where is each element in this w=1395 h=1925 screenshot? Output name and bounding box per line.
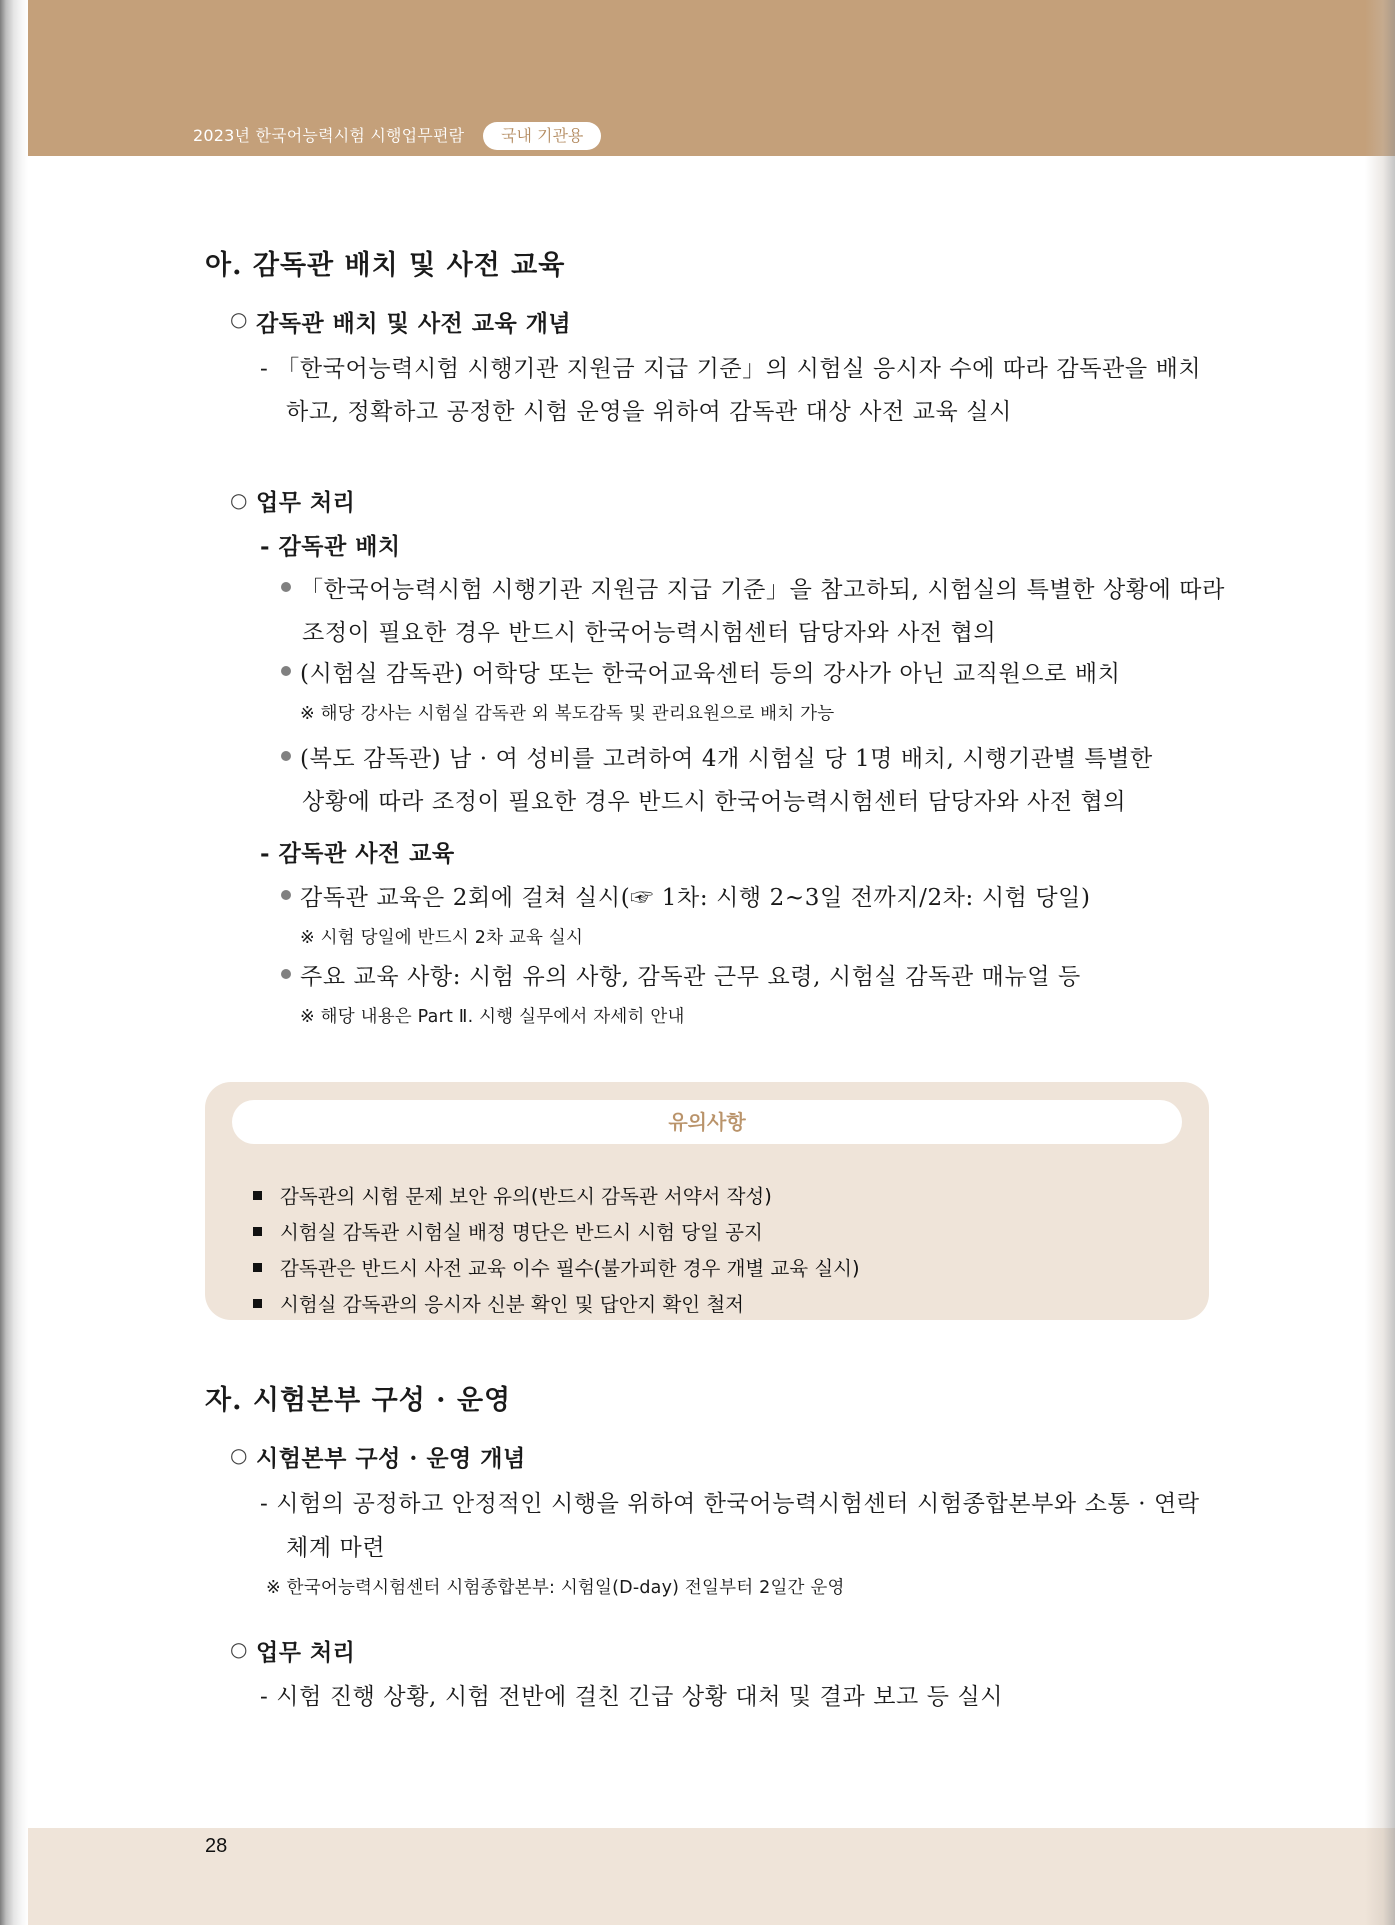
subsection-title: 업무 처리: [256, 489, 356, 516]
paragraph-line: - 「한국어능력시험 시행기관 지원금 지급 기준」의 시험실 응시자 수에 따라 감독관을 배치: [260, 356, 1202, 382]
notice-item-text: 시험실 감독관의 응시자 신분 확인 및 답안지 확인 철저: [280, 1293, 745, 1316]
notice-title: 유의사항: [232, 1100, 1182, 1144]
bullet-line: 「한국어능력시험 시행기관 지원금 지급 기준」을 참고하되, 시험실의 특별한 상황에 따라: [300, 577, 1225, 603]
square-bullet-icon: [253, 1263, 262, 1272]
circle-marker: ○: [230, 1637, 248, 1661]
bullet-line: (시험실 감독관) 어학당 또는 한국어교육센터 등의 강사가 아닌 교직원으로 배치: [300, 661, 1121, 687]
paragraph-line: - 시험 진행 상황, 시험 전반에 걸친 긴급 상황 대처 및 결과 보고 등 실시: [260, 1684, 1004, 1710]
notice-item: [253, 1289, 744, 1317]
notice-box: [205, 1082, 1209, 1320]
section-heading-b: 자. 시험본부 구성 · 운영: [205, 1385, 512, 1416]
bullet-dot: [281, 582, 291, 592]
square-bullet-icon: [253, 1191, 262, 1200]
circle-marker: ○: [230, 488, 248, 512]
running-header-badge: 국내 기관용: [483, 122, 601, 150]
bullet-dot: [281, 890, 291, 900]
item-title: - 감독관 사전 교육: [260, 840, 455, 867]
subsection-title: 감독관 배치 및 사전 교육 개념: [256, 310, 572, 337]
notice-item: [253, 1253, 860, 1281]
bullet-dot: [281, 751, 291, 761]
bullet-dot: [281, 666, 291, 676]
bullet-line: 감독관 교육은 2회에 걸쳐 실시(☞ 1차: 시행 2~3일 전까지/2차: 시험 당일): [300, 885, 1091, 911]
bullet-line: 조정이 필요한 경우 반드시 한국어능력시험센터 담당자와 사전 협의: [302, 620, 997, 646]
paragraph-line: 체계 마련: [286, 1535, 386, 1561]
footer-band: [28, 1828, 1395, 1925]
running-header-title: 2023년 한국어능력시험 시행업무편람: [193, 126, 465, 145]
bullet-line: (복도 감독관) 남 · 여 성비를 고려하여 4개 시험실 당 1명 배치, 시행기관별 특별한: [300, 746, 1153, 772]
section-heading-a: 아. 감독관 배치 및 사전 교육: [205, 250, 566, 281]
bullet-dot: [281, 969, 291, 979]
circle-marker: ○: [230, 1443, 248, 1467]
notice-item-text: 감독관은 반드시 사전 교육 이수 필수(불가피한 경우 개별 교육 실시): [280, 1257, 860, 1280]
square-bullet-icon: [253, 1227, 262, 1236]
page-edge-shadow: [1365, 0, 1395, 1925]
subsection-title: 시험본부 구성 · 운영 개념: [256, 1445, 526, 1472]
subsection-title: 업무 처리: [256, 1639, 356, 1666]
item-title: - 감독관 배치: [260, 533, 401, 560]
notice-item: [253, 1217, 763, 1245]
notice-item-text: 시험실 감독관 시험실 배정 명단은 반드시 시험 당일 공지: [280, 1221, 763, 1244]
paragraph-line: - 시험의 공정하고 안정적인 시행을 위하여 한국어능력시험센터 시험종합본부와 소통 · 연락: [260, 1491, 1200, 1517]
circle-marker: ○: [230, 307, 248, 331]
notice-item-text: 감독관의 시험 문제 보안 유의(반드시 감독관 서약서 작성): [280, 1185, 772, 1208]
note-line: ※ 해당 강사는 시험실 감독관 외 복도감독 및 관리요원으로 배치 가능: [300, 704, 835, 724]
note-line: ※ 한국어능력시험센터 시험종합본부: 시험일(D-day) 전일부터 2일간 운영: [266, 1578, 845, 1598]
book-spine-shadow: [0, 0, 28, 1925]
paragraph-line: 하고, 정확하고 공정한 시험 운영을 위하여 감독관 대상 사전 교육 실시: [286, 399, 1012, 425]
page-number: 28: [205, 1835, 228, 1857]
bullet-line: 주요 교육 사항: 시험 유의 사항, 감독관 근무 요령, 시험실 감독관 매뉴얼 등: [300, 964, 1081, 990]
note-line: ※ 시험 당일에 반드시 2차 교육 실시: [300, 928, 584, 948]
bullet-line: 상황에 따라 조정이 필요한 경우 반드시 한국어능력시험센터 담당자와 사전 협의: [302, 789, 1127, 815]
note-line: ※ 해당 내용은 Part Ⅱ. 시행 실무에서 자세히 안내: [300, 1007, 685, 1027]
square-bullet-icon: [253, 1299, 262, 1308]
notice-item: [253, 1181, 772, 1209]
